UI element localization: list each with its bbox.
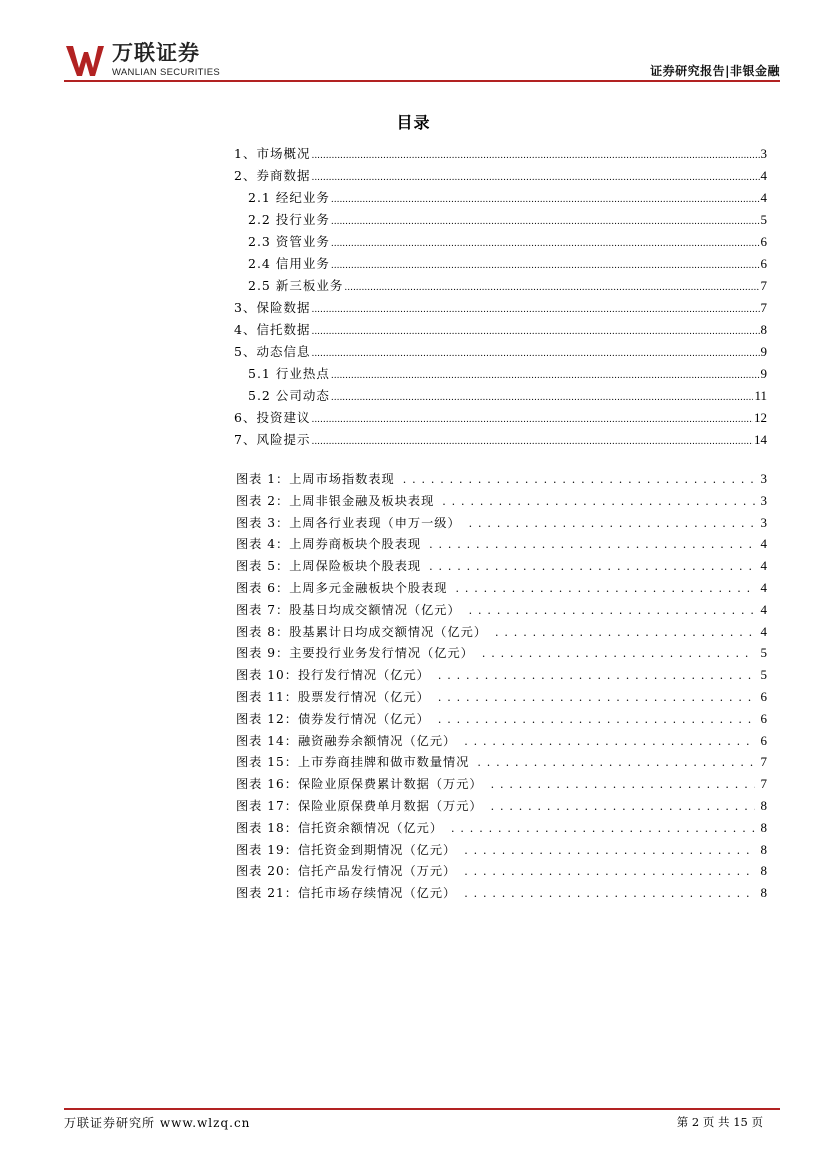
figure-entry-page: 4: [760, 579, 767, 595]
leader-dots: [464, 734, 754, 748]
figure-entry-page: 3: [760, 492, 767, 508]
leader-dots: [403, 472, 755, 486]
page-header: [64, 40, 780, 80]
toc-entry-label: 6、投资建议: [234, 410, 311, 425]
leader-dots: [438, 668, 755, 682]
leader-dots: [311, 344, 759, 359]
header-divider: [64, 80, 780, 82]
leader-dots: [464, 843, 754, 857]
figure-entry[interactable]: [236, 775, 767, 797]
figure-entry-page: 3: [760, 514, 767, 530]
figure-entry-page: 7: [760, 754, 767, 770]
figure-entry-page: 4: [760, 601, 767, 617]
figure-entry[interactable]: [236, 535, 767, 557]
figure-entry[interactable]: [236, 623, 767, 645]
figure-entry[interactable]: [236, 514, 767, 536]
leader-dots: [311, 432, 753, 447]
leader-dots: [469, 603, 755, 617]
figure-entry-label: 图表 4：上周券商板块个股表现: [236, 537, 422, 552]
figure-entry-label: 图表 21：信托市场存续情况（亿元）: [236, 886, 457, 901]
toc-entry[interactable]: [234, 342, 767, 364]
figure-entry-label: 图表 1：上周市场指数表现: [236, 472, 395, 486]
toc-entry-label: 2.3 资管业务: [248, 234, 330, 249]
logo-chinese-name: 万联证券: [112, 40, 200, 65]
toc-entry-page: 6: [760, 234, 767, 249]
leader-dots: [495, 625, 754, 639]
figure-entry[interactable]: [236, 666, 767, 688]
figure-entry-label: 图表 2：上周非银金融及板块表现: [236, 493, 435, 508]
table-of-contents: [234, 144, 767, 452]
report-type: 证券研究报告|非银金融: [650, 64, 780, 78]
figure-entry[interactable]: [236, 470, 767, 492]
toc-entry[interactable]: [234, 276, 767, 298]
figure-entry-page: 8: [760, 797, 767, 813]
figure-entry-label: 图表 15：上市券商挂牌和做市数量情况: [236, 755, 470, 770]
leader-dots: [482, 646, 755, 660]
figure-entry[interactable]: [236, 710, 767, 732]
toc-entry-page: 12: [754, 410, 767, 425]
figure-entry[interactable]: [236, 557, 767, 579]
figure-entry-label: 图表 20：信托产品发行情况（万元）: [236, 864, 457, 879]
toc-entry-label: 3、保险数据: [234, 300, 311, 315]
figure-entry-page: 4: [760, 623, 767, 639]
figure-entry-label: 图表 6：上周多元金融板块个股表现: [236, 580, 448, 595]
figure-entry-label: 图表 19：信托资金到期情况（亿元）: [236, 842, 457, 857]
figure-entry[interactable]: [236, 819, 767, 841]
toc-entry-label: 2.1 经纪业务: [248, 190, 330, 205]
leader-dots: [464, 864, 754, 878]
leader-dots: [331, 366, 760, 381]
toc-entry-page: 14: [754, 432, 767, 447]
leader-dots: [311, 300, 759, 315]
leader-dots: [469, 516, 755, 530]
toc-entry-label: 7、风险提示: [234, 432, 311, 447]
footer-divider: [64, 1108, 780, 1110]
footer-source: 万联证券研究所 www.wlzq.cn: [64, 1116, 251, 1130]
figure-entry-page: 6: [760, 710, 767, 726]
figure-entry-label: 图表 10：投行发行情况（亿元）: [236, 668, 430, 683]
figure-entry[interactable]: [236, 884, 767, 906]
logo-english-name: WANLIAN SECURITIES: [112, 66, 220, 78]
leader-dots: [331, 234, 760, 249]
wanlian-logo-icon: [64, 42, 106, 78]
figure-entry-page: 4: [760, 558, 767, 574]
figure-entry[interactable]: [236, 601, 767, 623]
figure-list: [236, 470, 767, 906]
leader-dots: [311, 146, 759, 161]
figure-entry[interactable]: [236, 797, 767, 819]
leader-dots: [442, 494, 754, 508]
figure-entry-page: 5: [760, 645, 767, 661]
figure-entry-label: 图表 11：股票发行情况（亿元）: [236, 689, 430, 704]
toc-entry[interactable]: [234, 320, 767, 342]
leader-dots: [438, 690, 755, 704]
figure-entry-label: 图表 3：上周各行业表现（申万一级）: [236, 515, 461, 530]
toc-entry-page: 6: [760, 256, 767, 271]
figure-entry-page: 8: [760, 863, 767, 879]
figure-entry-page: 8: [760, 841, 767, 857]
toc-entry-label: 2.2 投行业务: [248, 212, 330, 227]
leader-dots: [491, 799, 755, 813]
figure-entry-page: 8: [760, 885, 767, 901]
leader-dots: [438, 712, 755, 726]
leader-dots: [491, 777, 755, 791]
figure-entry[interactable]: [236, 753, 767, 775]
toc-entry-label: 5、动态信息: [234, 344, 311, 359]
figure-entry-label: 图表 16：保险业原保费累计数据（万元）: [236, 777, 483, 792]
toc-entry-page: 8: [760, 322, 767, 337]
leader-dots: [429, 537, 754, 551]
figure-entry-label: 图表 8：股基累计日均成交额情况（亿元）: [236, 624, 488, 639]
page-number: 第 2 页 共 15 页: [676, 1115, 763, 1129]
toc-entry-label: 2.5 新三板业务: [248, 278, 344, 293]
toc-entry-label: 1、市场概况: [234, 146, 311, 161]
figure-entry-page: 7: [760, 776, 767, 792]
figure-entry-label: 图表 18：信托资余额情况（亿元）: [236, 820, 444, 835]
figure-entry-label: 图表 9：主要投行业务发行情况（亿元）: [236, 646, 474, 661]
toc-entry[interactable]: [234, 298, 767, 320]
toc-entry-page: 4: [760, 190, 767, 205]
figure-entry-page: 8: [760, 819, 767, 835]
toc-entry-page: 3: [760, 146, 767, 161]
company-logo: [64, 40, 220, 80]
toc-entry[interactable]: [234, 144, 767, 166]
toc-title: 目录: [396, 113, 431, 132]
toc-entry-page: 7: [760, 278, 767, 293]
figure-entry-label: 图表 5：上周保险板块个股表现: [236, 559, 422, 574]
toc-entry-label: 5.2 公司动态: [248, 388, 330, 403]
toc-entry[interactable]: [234, 210, 767, 232]
figure-entry-page: 3: [760, 471, 767, 486]
toc-entry[interactable]: [234, 254, 767, 276]
toc-entry-label: 2.4 信用业务: [248, 256, 330, 271]
leader-dots: [451, 821, 754, 835]
leader-dots: [464, 886, 754, 900]
leader-dots: [311, 410, 753, 425]
toc-entry-page: 11: [754, 388, 767, 403]
figure-entry-page: 5: [760, 667, 767, 683]
toc-entry[interactable]: [234, 166, 767, 188]
figure-entry-label: 图表 14：融资融券余额情况（亿元）: [236, 733, 457, 748]
figure-entry[interactable]: [236, 862, 767, 884]
figure-entry[interactable]: [236, 841, 767, 863]
toc-entry-label: 2、券商数据: [234, 168, 311, 183]
toc-entry-page: 7: [760, 300, 767, 315]
toc-entry[interactable]: [234, 386, 767, 408]
toc-entry-page: 4: [760, 168, 767, 183]
leader-dots: [311, 168, 759, 183]
toc-entry-page: 9: [760, 344, 767, 359]
figure-entry[interactable]: [236, 492, 767, 514]
toc-entry[interactable]: [234, 408, 767, 430]
toc-entry-label: 5.1 行业热点: [248, 366, 330, 381]
toc-entry-page: 9: [760, 366, 767, 381]
figure-entry[interactable]: [236, 579, 767, 601]
toc-entry[interactable]: [234, 430, 767, 452]
toc-entry-page: 5: [760, 212, 767, 227]
figure-entry-label: 图表 17：保险业原保费单月数据（万元）: [236, 798, 483, 813]
leader-dots: [455, 581, 754, 595]
leader-dots: [344, 278, 759, 293]
leader-dots: [331, 212, 760, 227]
figure-entry-page: 4: [760, 536, 767, 552]
figure-entry[interactable]: [236, 732, 767, 754]
leader-dots: [311, 322, 759, 337]
toc-entry-label: 4、信托数据: [234, 322, 311, 337]
leader-dots: [477, 755, 754, 769]
toc-entry[interactable]: [234, 364, 767, 386]
figure-entry-page: 6: [760, 688, 767, 704]
toc-entry[interactable]: [234, 232, 767, 254]
figure-entry[interactable]: [236, 688, 767, 710]
leader-dots: [331, 256, 760, 271]
toc-entry[interactable]: [234, 188, 767, 210]
figure-entry-page: 6: [760, 732, 767, 748]
leader-dots: [331, 190, 760, 205]
figure-entry-label: 图表 7：股基日均成交额情况（亿元）: [236, 602, 461, 617]
leader-dots: [331, 388, 754, 403]
leader-dots: [429, 559, 754, 573]
figure-entry-label: 图表 12：债券发行情况（亿元）: [236, 711, 430, 726]
figure-entry[interactable]: [236, 644, 767, 666]
